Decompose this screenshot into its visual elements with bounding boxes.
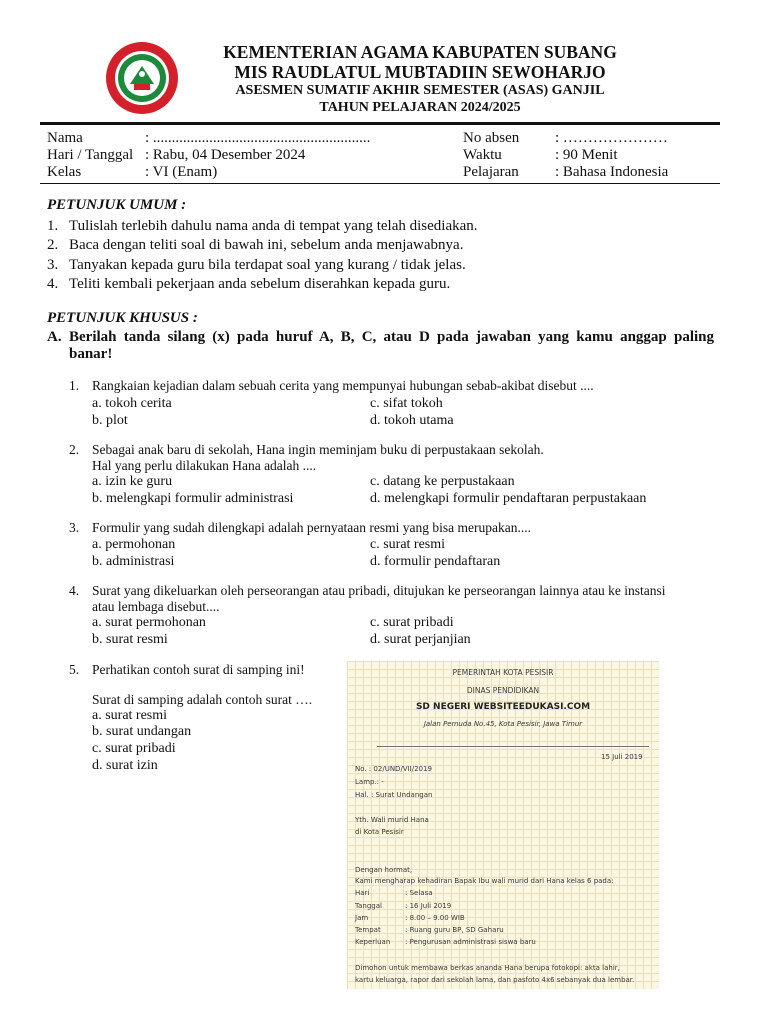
letter-gov: PEMERINTAH KOTA PESISIR (452, 668, 554, 677)
option-d[interactable]: d. formulir pendaftaran (370, 554, 501, 569)
header-exam: ASESMEN SUMATIF AKHIR SEMESTER (ASAS) GANJIL (235, 83, 605, 98)
label-waktu: Waktu (463, 147, 502, 163)
question-text: Sebagai anak baru di sekolah, Hana ingin meminjam buku di perpustakaan sekolah. (92, 442, 544, 457)
letter-divider (377, 746, 649, 747)
letter-body: Kami mengharap kehadiran Bapak Ibu wali murid dari Hana kelas 6 pada: (355, 877, 614, 885)
umum-item-num: 1. (47, 218, 59, 234)
header-year: TAHUN PELAJARAN 2024/2025 (319, 100, 521, 115)
question-number: 1. (69, 378, 80, 393)
umum-item: Tanyakan kepada guru bila terdapat soal yang kurang / tidak jelas. (69, 257, 466, 273)
option-d[interactable]: d. surat perjanjian (370, 632, 471, 647)
letter-greeting: Dengan hormat, (355, 866, 413, 874)
option-a[interactable]: a. surat resmi (92, 708, 168, 723)
letter-hal: Hal. : Surat Undangan (355, 791, 433, 799)
umum-item-num: 3. (47, 257, 59, 273)
umum-item: Teliti kembali pekerjaan anda sebelum diserahkan kepada guru. (69, 276, 451, 292)
letter-no: No. : 02/UND/VII/2019 (355, 765, 432, 773)
option-c[interactable]: c. surat pribadi (92, 741, 176, 756)
section-a-instruction: Berilah tanda silang (x) pada huruf A, B, C, atau D pada jawaban yang kamu anggap paling (69, 329, 714, 345)
petunjuk-khusus-title: PETUNJUK KHUSUS : (47, 310, 198, 326)
letter-row-value: : 8.00 – 9.00 WIB (405, 914, 465, 922)
header-ministry: KEMENTERIAN AGAMA KABUPATEN SUBANG (223, 42, 617, 62)
header-school: MIS RAUDLATUL MUBTADIIN SEWOHARJO (234, 62, 606, 82)
header-divider (40, 122, 720, 125)
option-b[interactable]: b. administrasi (92, 554, 175, 569)
question-text: Hal yang perlu dilakukan Hana adalah .... (92, 458, 317, 473)
letter-row-label: Keperluan (355, 938, 391, 946)
option-d[interactable]: d. surat izin (92, 758, 158, 773)
option-d[interactable]: d. tokoh utama (370, 413, 454, 428)
question-text: Formulir yang sudah dilengkapi adalah pernyataan resmi yang bisa merupakan.... (92, 520, 531, 535)
value-nama: : .......................................................... (145, 130, 371, 146)
question-text: Rangkaian kejadian dalam sebuah cerita yang mempunyai hubungan sebab-akibat disebut .... (92, 378, 594, 393)
letter-row-value: : 16 Juli 2019 (405, 902, 452, 910)
letter-row-label: Hari (355, 889, 370, 897)
question-text: Surat di samping adalah contoh surat …. (92, 692, 313, 707)
option-c[interactable]: c. surat resmi (370, 537, 446, 552)
label-hari: Hari / Tanggal (47, 147, 134, 163)
letter-row-value: : Pengurusan administrasi siswa baru (405, 938, 536, 946)
option-b[interactable]: b. melengkapi formulir administrasi (92, 491, 294, 506)
option-a[interactable]: a. surat permohonan (92, 615, 206, 630)
umum-item-num: 2. (47, 237, 59, 253)
letter-row-label: Tanggal (355, 902, 382, 910)
option-c[interactable]: c. surat pribadi (370, 615, 454, 630)
label-absen: No absen (463, 130, 520, 146)
question-number: 2. (69, 442, 80, 457)
letter-date: 15 Juli 2019 (601, 753, 643, 761)
letter-lamp: Lamp.: - (355, 778, 384, 786)
letter-row-label: Tempat (355, 926, 381, 934)
label-kelas: Kelas (47, 164, 82, 180)
question-text: Perhatikan contoh surat di samping ini! (92, 662, 305, 677)
option-b[interactable]: b. plot (92, 413, 128, 428)
value-waktu: : 90 Menit (555, 147, 618, 163)
info-divider (40, 183, 720, 184)
umum-item: Baca dengan teliti soal di bawah ini, sebelum anda menjawabnya. (69, 237, 464, 253)
option-a[interactable]: a. izin ke guru (92, 474, 173, 489)
value-pelajaran: : Bahasa Indonesia (555, 164, 669, 180)
question-text: Surat yang dikeluarkan oleh perseorangan atau pribadi, ditujukan ke perseorangan lainnya atau ke instansi (92, 583, 666, 598)
letter-footer: kartu keluarga, rapor dari sekolah lama, dan pasfoto 4x6 sebanyak dua lembar. (355, 976, 635, 984)
question-number: 4. (69, 583, 80, 598)
letter-to-place: di Kota Pesisir (355, 828, 404, 836)
option-b[interactable]: b. surat undangan (92, 724, 192, 739)
option-b[interactable]: b. surat resmi (92, 632, 168, 647)
letter-school: SD NEGERI WEBSITEEDUKASI.COM (415, 702, 591, 712)
umum-item: Tulislah terlebih dahulu nama anda di tempat yang telah disediakan. (69, 218, 478, 234)
option-c[interactable]: c. datang ke perpustakaan (370, 474, 515, 489)
umum-item-num: 4. (47, 276, 59, 292)
label-pelajaran: Pelajaran (463, 164, 519, 180)
sample-letter (347, 661, 659, 989)
question-text: atau lembaga disebut.... (92, 599, 220, 614)
value-kelas: : VI (Enam) (145, 164, 218, 180)
value-absen: : ………………… (555, 130, 668, 146)
letter-to: Yth. Wali murid Hana (355, 816, 429, 824)
option-a[interactable]: a. tokoh cerita (92, 396, 172, 411)
option-c[interactable]: c. sifat tokoh (370, 396, 443, 411)
question-number: 3. (69, 520, 80, 535)
petunjuk-umum-title: PETUNJUK UMUM : (47, 197, 187, 213)
letter-address: Jalan Pemuda No.45, Kota Pesisir, Jawa Timur (423, 720, 583, 728)
option-d[interactable]: d. melengkapi formulir pendaftaran perpustakaan (370, 491, 647, 506)
letter-dinas: DINAS PENDIDIKAN (466, 686, 540, 695)
letter-row-value: : Selasa (405, 889, 433, 897)
section-a-instruction-cont: banar! (69, 346, 113, 362)
letter-row-label: Jam (355, 914, 369, 922)
section-a-letter: A. (47, 329, 62, 345)
question-number: 5. (69, 662, 80, 677)
letter-row-value: : Ruang guru BP, SD Gaharu (405, 926, 504, 934)
letter-footer: Dimohon untuk membawa berkas ananda Hana berupa fotokopi: akta lahir, (355, 964, 620, 972)
value-hari: : Rabu, 04 Desember 2024 (145, 147, 306, 163)
label-nama: Nama (47, 130, 83, 146)
option-a[interactable]: a. permohonan (92, 537, 176, 552)
